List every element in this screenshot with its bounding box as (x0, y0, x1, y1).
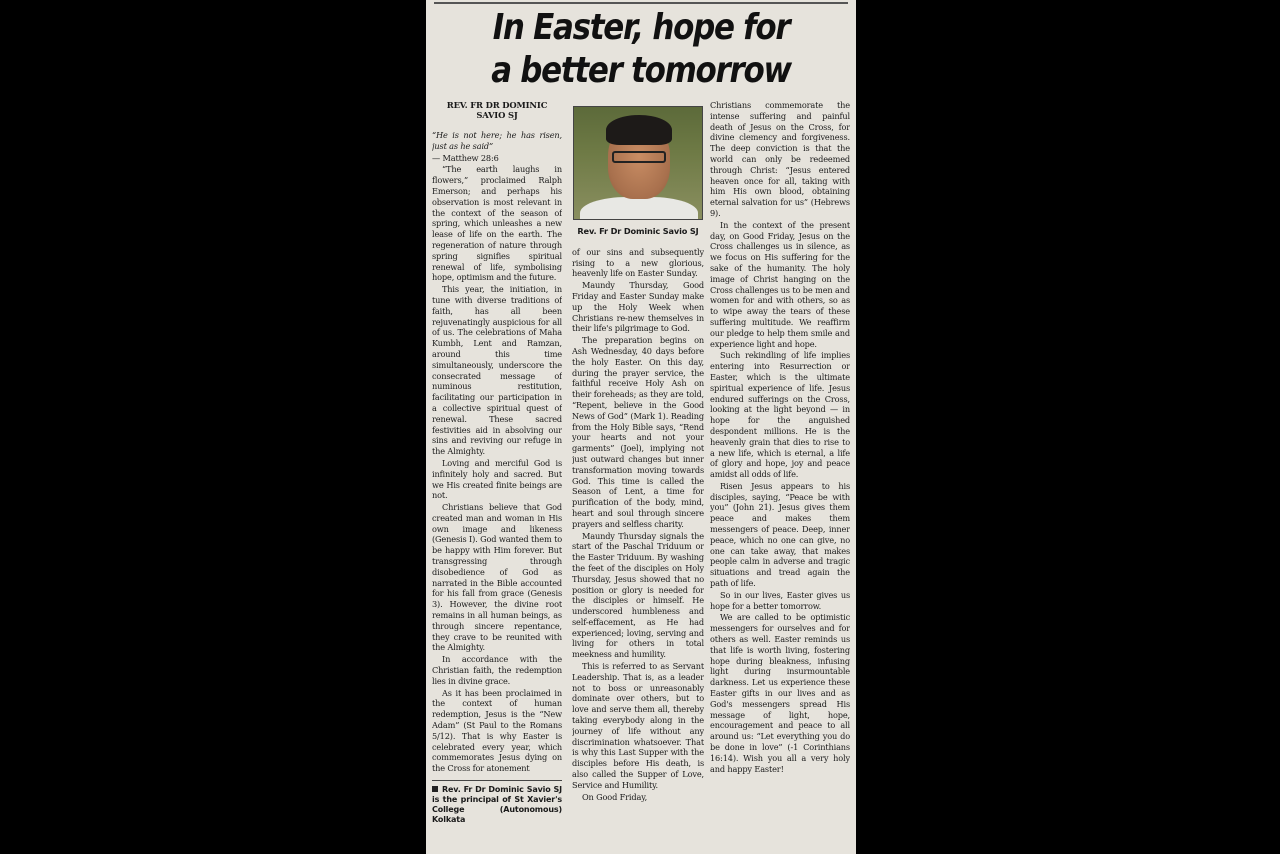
photo-glasses (612, 151, 666, 163)
photo-hair (606, 115, 672, 145)
author-note (432, 780, 562, 825)
headline-line-1: In Easter, hope for (492, 7, 790, 48)
paragraph: In accordance with the Christian faith, the redemption lies in divine grace. (432, 654, 562, 686)
epigraph-source: — Matthew 28:6 (432, 152, 499, 163)
headline-line-2: a better tomorrow (491, 50, 791, 91)
newspaper-clipping (426, 0, 856, 854)
paragraph: Such rekindling of life implies entering into Resurrection or Easter, which is the ultimate spiritual experience of life. Jesus endured sufferings on the Cross, looking at the light beyond — in hope for the anguished despondent millions. He is the heavenly grain that dies to rise to a new life, which is eternal, a life of glory and hope, joy and peace amidst all odds of life. (710, 350, 850, 480)
bullet-square-icon (432, 786, 438, 792)
photo-caption: Rev. Fr Dr Dominic Savio SJ (577, 226, 699, 236)
paragraph: In the context of the present day, on Good Friday, Jesus on the Cross challenges us in silence, as we focus on His suffering for the sake of the humanity. The holy image of Christ hanging on the Cross challenges us to be men and women for and with others, so as to wipe away the tears of these suffering multitude. We reaffirm our pledge to help them smile and experience light and hope. (710, 219, 850, 349)
paragraph: As it has been proclaimed in the context of human redemption, Jesus is the “New Adam” (St Paul to the Romans 5/12). That is why Easter is celebrated every year, which commemorates Jesus dying on the Cross for atonement (432, 687, 562, 774)
epigraph-quote: “He is not here; he has risen, just as he said” (432, 130, 562, 151)
paragraph: Maundy Thursday, Good Friday and Easter Sunday make up the Holy Week when Christians re-new themselves in their life's pilgrimage to God. (572, 280, 704, 334)
byline: REV. FR DR DOMINIC SAVIO SJ (446, 100, 548, 120)
headline (426, 6, 856, 92)
column-3 (710, 100, 850, 850)
paragraph: Loving and merciful God is infinitely holy and sacred. But we His created finite beings are not. (432, 457, 562, 501)
author-note-text: Rev. Fr Dr Dominic Savio SJ is the principal of St Xavier's College (Autonomous) Kolkata (432, 785, 562, 825)
paragraph: On Good Friday, (582, 791, 648, 802)
paragraph: We are called to be optimistic messengers for ourselves and for others as well. Easter reminds us that life is worth living, fostering hope during bleakness, infusing light during insurmountable darkness. Let us experience these Easter gifts in our lives and as God's messengers spread His message of light, hope, encouragement and peace to all around us: “Let everything you do be done in love” (-1 Corinthians 16:14). Wish you all a very holy and happy Easter! (710, 612, 850, 774)
column-1 (432, 100, 562, 850)
paragraph: of our sins and subsequently rising to a new glorious, heavenly life on Easter Sunday. (572, 246, 704, 279)
paragraph: So in our lives, Easter gives us hope for a better tomorrow. (710, 589, 850, 611)
paragraph: The preparation begins on Ash Wednesday, 40 days before the holy Easter. On this day, during the prayer service, the faithful receive Holy Ash on their foreheads; as they are told, “Repent, believe in the Good News of God” (Mark 1). Reading from the Holy Bible says, “Rend your hearts and not your garments” (Joel), implying not just outward changes but inner transformation moving towards God. This time is called the Season of Lent, a time for purification of the body, mind, heart and soul through sincere prayers and selfless charity. (572, 335, 704, 529)
paragraph: “The earth laughs in flowers,” proclaimed Ralph Emerson; and perhaps his observation is most relevant in the context of the season of spring, which unleashes a new lease of life on the earth. The regeneration of nature through spring signifies spiritual renewal of life, symbolising hope, optimism and the future. (432, 164, 562, 283)
paragraph: Christians commemorate the intense suffering and painful death of Jesus on the Cross, for divine clemency and forgiveness. The deep conviction is that the world can only be redeemed through Christ: “Jesus entered heaven once for all, taking with him His own blood, obtaining eternal salvation for us” (Hebrews 9). (710, 100, 850, 218)
paragraph: Maundy Thursday signals the start of the Paschal Triduum or the Easter Triduum. By washing the feet of the disciples on Holy Thursday, Jesus showed that no position or glory is needed for the disciples or himself. He underscored humbleness and self-effacement, as He had experienced; loving, serving and living for others in total meekness and humility. (572, 530, 704, 660)
column-2 (572, 100, 704, 850)
photo-shirt (580, 197, 698, 220)
top-rule (434, 2, 848, 4)
author-photo (573, 106, 703, 220)
paragraph: This is referred to as Servant Leadership. That is, as a leader not to boss or unreasonably dominate over others, but to love and serve them all, thereby taking everybody along in the journey of life without any discrimination whatsoever. That is why this Last Supper with the disciples before His death, is also called the Supper of Love, Service and Humility. (572, 661, 704, 790)
paragraph: Risen Jesus appears to his disciples, saying, “Peace be with you” (John 21). Jesus gives them peace and makes them messengers of peace. Deep, inner peace, which no one can give, no one can take away, that makes people calm in adverse and tragic situations and tread again the path of life. (710, 480, 850, 589)
paragraph: This year, the initiation, in tune with diverse traditions of faith, has all been rejuvenatingly auspicious for all of us. The celebrations of Maha Kumbh, Lent and Ramzan, around this time simultaneously, underscore the consecrated message of numinous restitution, facilitating our participation in a collective spiritual quest of renewal. These sacred festivities aid in absolving our sins and reviving our refuge in the Almighty. (432, 284, 562, 457)
paragraph: Christians believe that God created man and woman in His own image and likeness (Genesis I). God wanted them to be happy with Him forever. But transgressing through disobedience of God as narrated in the Bible accounted for his fall from grace (Genesis 3). However, the divine root remains in all human beings, as through sincere repentance, they crave to be reunited with the Almighty. (432, 502, 562, 653)
